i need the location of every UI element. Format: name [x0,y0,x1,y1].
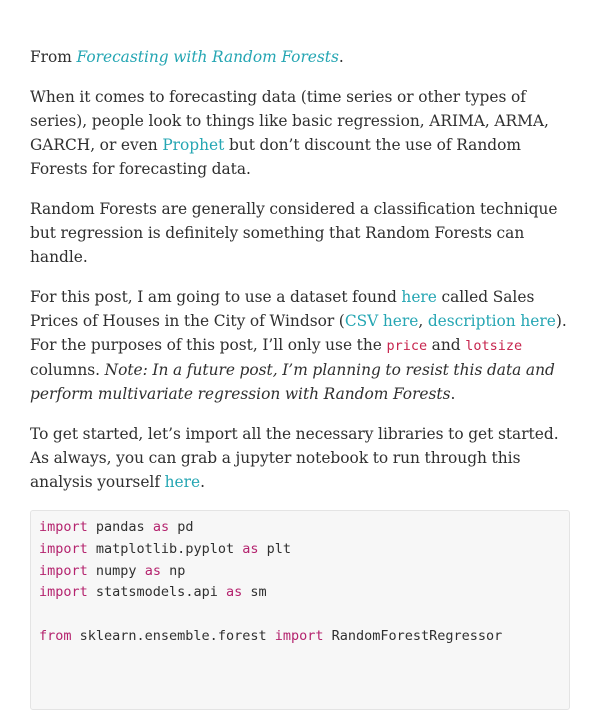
code-keyword: as [144,562,161,579]
prophet-link[interactable]: Prophet [162,136,225,154]
dataset-text-2: called Sales Prices of Houses in the City of Windsor ( [30,288,535,330]
description-link[interactable]: description here [427,312,556,330]
code-text: plt [258,540,291,557]
article-body [30,45,570,710]
dataset-paragraph [30,285,570,406]
get-started-suffix: . [200,473,206,491]
dataset-text-4: ). For the purposes of this post, I’ll only use the [30,312,567,354]
dataset-text-3: , [418,312,428,330]
source-prefix: From [30,48,77,66]
notebook-here-link[interactable]: here [164,473,201,491]
source-link[interactable]: Forecasting with Random Forests [76,48,339,66]
code-text: np [160,562,186,579]
price-code: price [386,338,428,354]
note-text [30,361,555,403]
code-keyword: import [39,519,88,535]
code-keyword: import [39,562,88,579]
code-line [39,626,561,648]
code-keyword: import [39,540,88,557]
dataset-text-6: columns. [30,361,105,379]
intro-text: When it comes to forecasting data (time series or other types of series), people look to things like basic regression, ARIMA, ARMA, GARCH, or even [30,88,549,154]
code-blank-line [39,604,561,626]
code-line [39,582,561,604]
dataset-text-5: and [427,336,466,354]
source-paragraph [30,45,570,69]
source-suffix: . [338,48,344,66]
classification-text: Random Forests are generally considered a classification technique but regression is definitely something that Random Forests can handle. [30,200,558,266]
note-label: Note: [104,361,148,379]
intro-suffix: but don’t discount the use of Random Forests for forecasting data. [30,136,521,178]
code-text: pandas [87,519,153,535]
code-text: matplotlib.pyplot [87,540,243,557]
csv-link[interactable]: CSV here [344,312,419,330]
note-body: In a future post, I’m planning to resist this data and perform multivariate regression with Random Forests [30,361,555,403]
code-keyword: import [39,584,88,601]
code-line [39,517,561,539]
get-started-text: To get started, let’s import all the necessary libraries to get started. As always, you can grab a jupyter notebook to run through this analysis yourself [30,425,559,491]
code-keyword: import [274,627,324,644]
get-started-paragraph [30,422,570,494]
code-line [39,561,561,583]
code-keyword: from [39,627,72,644]
code-line [39,539,561,561]
code-block [30,510,570,710]
code-keyword: as [152,519,170,535]
code-keyword: as [225,584,243,601]
dataset-text-1: For this post, I am going to use a dataset found [30,288,402,306]
intro-paragraph [30,85,570,181]
code-text: sm [242,584,267,601]
lotsize-code: lotsize [465,338,523,354]
note-end: . [450,385,456,403]
code-text: statsmodels.api [87,584,226,601]
code-text: pd [169,519,194,535]
code-keyword: as [242,540,259,557]
code-text: RandomForestRegressor [323,627,503,644]
dataset-here-link[interactable]: here [401,288,437,306]
code-text: numpy [87,562,145,579]
classification-paragraph [30,197,570,269]
code-text: sklearn.ensemble.forest [71,627,275,644]
